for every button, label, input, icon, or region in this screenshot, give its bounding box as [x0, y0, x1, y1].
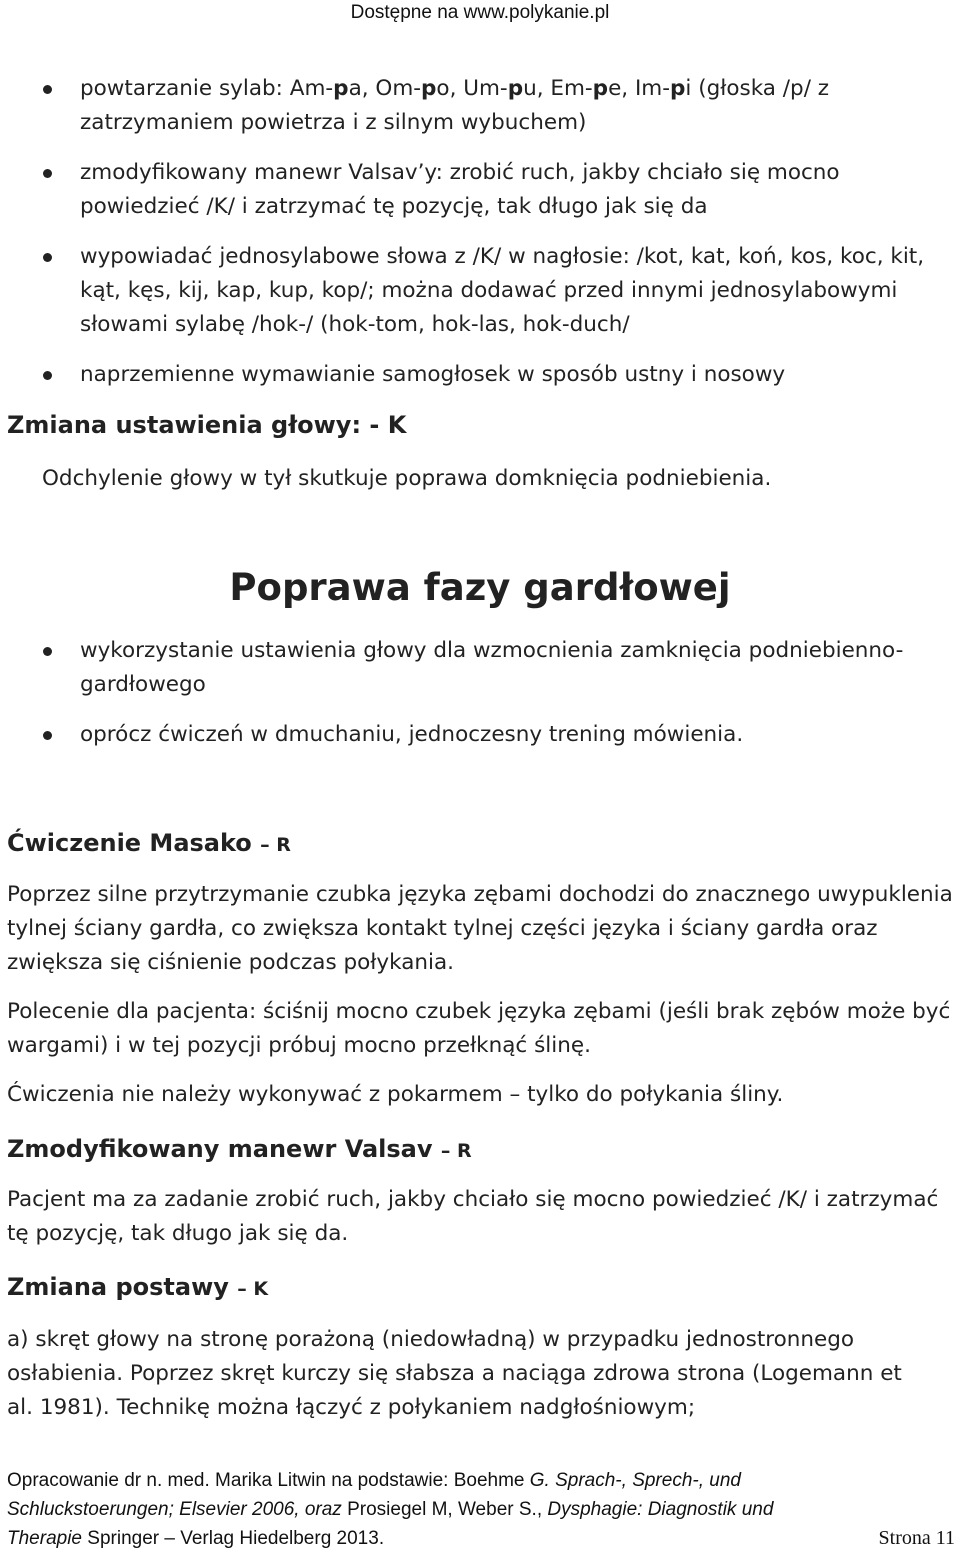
paragraph: Poprzez silne przytrzymanie czubka języka zębami dochodzi do znacznego uwypuklenia tylnej ściany gardła, co zwiększa kontakt tylnej części języka i ściany gardła oraz zwiększa się ciśnienie podczas połykania. — [7, 882, 953, 975]
list-item: oprócz ćwiczeń w dmuchaniu, jednoczesny trening mówienia. — [0, 718, 960, 752]
syllable-text: u, Em- — [523, 76, 593, 101]
citation-text: Schluckstoerungen; Elsevier 2006, oraz — [7, 1499, 348, 1520]
syllable-text: powtarzanie sylab: Am- — [80, 76, 334, 101]
bold-p: p — [421, 76, 437, 101]
syllable-text: o, Um- — [436, 76, 508, 101]
list-item: wypowiadać jednosylabowe słowa z /K/ w nagłosie: /kot, kat, koń, kos, koc, kit, kąt, kęs, kij, kap, kup, kop/; można dodawać przed innymi jednosylabowymi słowami sylabę /hok-/ (hok-tom, hok-las, hok-duch/ — [0, 240, 960, 342]
citation-text: G. Sprach-, Sprech-, und — [529, 1470, 741, 1491]
citation-text: Prosiegel M, Weber S., — [347, 1499, 548, 1520]
paragraph: Ćwiczenia nie należy wykonywać z pokarmem – tylko do połykania śliny. — [7, 1082, 784, 1107]
citation-text: Dysphagie: Diagnostik und — [547, 1499, 774, 1520]
paragraph: a) skręt głowy na stronę porażoną (niedowładną) w przypadku jednostronnego osłabienia. Poprzez skręt kurczy się słabsza a naciąga zdrowa strona (Logemann et al. 1981). Technikę można łączyć z połykaniem nadgłośniowym; — [7, 1327, 902, 1420]
paragraph: Pacjent ma za zadanie zrobić ruch, jakby chciało się mocno powiedzieć /K/ i zatrzymać tę pozycję, tak długo jak się da. — [7, 1187, 939, 1246]
list-item: naprzemienne wymawianie samogłosek w sposób ustny i nosowy — [0, 358, 960, 392]
paragraph: Odchylenie głowy w tył skutkuje poprawa domknięcia podniebienia. — [42, 466, 772, 491]
bold-p: p — [333, 76, 349, 101]
citation-text: Springer – Verlag Hiedelberg 2013. — [87, 1528, 385, 1549]
syllable-text: e, Im- — [608, 76, 671, 101]
bold-p: p — [670, 76, 686, 101]
bold-p: p — [507, 76, 524, 101]
heading-text: Ćwiczenie Masako — [7, 829, 252, 857]
list-item — [0, 72, 960, 140]
paragraph: Polecenie dla pacjenta: ściśnij mocno czubek języka zębami (jeśli brak zębów może być wargami) i w tej pozycji próbuj mocno przełknąć ślinę. — [7, 999, 951, 1058]
site-banner: Dostępne na www.polykanie.pl — [350, 2, 610, 23]
exercise-list — [0, 72, 960, 392]
heading-text: Zmiana postawy — [7, 1273, 229, 1301]
phase-list — [0, 634, 960, 752]
syllable-text: i (głoska /p/ z zatrzymaniem powietrza i z silnym wybuchem) — [80, 76, 830, 135]
list-item: wykorzystanie ustawienia głowy dla wzmocnienia zamknięcia podniebienno-gardłowego — [0, 634, 960, 702]
list-item: zmodyfikowany manewr Valsav’y: zrobić ruch, jakby chciało się mocno powiedzieć /K/ i zatrzymać tę pozycję, tak długo jak się da — [0, 156, 960, 224]
citation-text: Opracowanie dr n. med. Marika Litwin na podstawie: Boehme — [7, 1470, 530, 1491]
heading-code: – R — [440, 1140, 472, 1162]
page-title: Poprawa fazy gardłowej — [229, 566, 731, 609]
section-heading-posture — [7, 1270, 268, 1306]
section-heading-valsav — [7, 1132, 472, 1168]
section-heading-head-position: Zmiana ustawienia głowy: - K — [7, 411, 407, 439]
citation-footer — [7, 1466, 955, 1553]
citation-line — [7, 1495, 955, 1524]
section-heading-masako — [7, 826, 291, 862]
page-number: Strona 11 — [878, 1527, 955, 1549]
citation-text: Therapie — [7, 1528, 88, 1549]
heading-code: – K — [237, 1278, 269, 1300]
heading-code: – R — [260, 834, 291, 856]
citation-line — [7, 1466, 955, 1495]
syllable-text: a, Om- — [348, 76, 422, 101]
heading-text: Zmodyfikowany manewr Valsav — [7, 1135, 433, 1163]
citation-line — [7, 1524, 955, 1553]
bold-p: p — [592, 76, 609, 101]
